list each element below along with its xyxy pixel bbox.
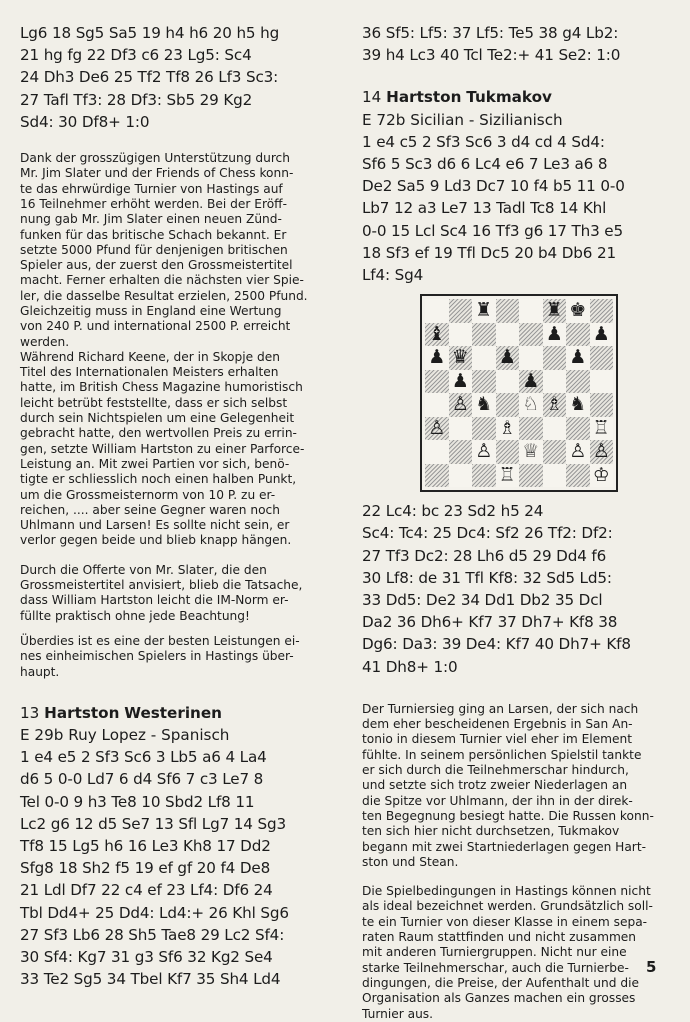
text-line: Spieler aus, der zuerst den Grossmeistertitel [20, 258, 293, 273]
text-line: ten Begegnung besiegt hatte. Die Russen konn- [362, 808, 654, 823]
game14-moves-after [362, 500, 674, 678]
text-line: ten sich hier nicht durchsetzen, Tukmakov [362, 824, 620, 839]
board-square [449, 299, 473, 323]
opening-line: E 29b Ruy Lopez - Spanisch [20, 726, 230, 745]
paragraph-achievement [20, 634, 335, 680]
piece-square: ♙ [449, 393, 473, 417]
game-number: 14 [362, 88, 382, 107]
text-line: werden. [20, 334, 70, 349]
piece-square: ♜ [543, 299, 567, 323]
text-line: Der Turniersieg ging an Larsen, der sich nach [362, 701, 639, 716]
board-square [425, 440, 449, 464]
text-line: 16 Teilnehmer erhöht werden. Bei der Eröff- [20, 196, 287, 211]
piece-square: ♞ [566, 393, 590, 417]
text-line: er sich durch die Teilnehmerschar hindurch, [362, 763, 629, 778]
piece-square: ♖ [590, 417, 614, 441]
text-line: füllte praktisch ohne jede Beachtung! [20, 608, 250, 623]
piece-square: ♟ [590, 323, 614, 347]
text-line: 24 Dh3 De6 25 Tf2 Tf8 26 Lf3 Sc3: [20, 68, 279, 87]
black-player: Tukmakov [466, 88, 552, 107]
board-square [543, 417, 567, 441]
text-line: Sc4: Tc4: 25 Dc4: Sf2 26 Tf2: Df2: [362, 524, 613, 543]
text-line: die Spitze vor Uhlmann, der ihn in der direk- [362, 793, 633, 808]
text-line: durch sein Nichtspielen um eine Gelegenheit [20, 411, 295, 426]
text-line: 27 Sf3 Lb6 28 Sh5 Tae8 29 Lc2 Sf4: [20, 925, 285, 944]
board-square [543, 370, 567, 394]
board-square [590, 299, 614, 323]
board-square [519, 299, 543, 323]
game-number: 13 [20, 703, 40, 722]
piece-square: ♗ [496, 417, 520, 441]
board-square [543, 464, 567, 488]
text-line: te das ehrwürdige Turnier von Hastings auf [20, 181, 283, 196]
text-line: Tf8 15 Lg5 h6 16 Le3 Kh8 17 Dd2 [20, 837, 271, 856]
text-line: mit anderen Turniergruppen. Nicht nur eine [362, 945, 627, 960]
text-line: Durch die Offerte von Mr. Slater, die den [20, 562, 267, 577]
piece-square: ♞ [472, 393, 496, 417]
text-line: Lf4: Sg4 [362, 266, 424, 285]
text-line: tigte er schliesslich noch einen halben Punkt, [20, 472, 297, 487]
text-line: starke Teilnehmerschar, auch die Turnierbe- [362, 960, 629, 975]
game13-continuation [362, 22, 674, 66]
text-line: 30 Lf8: de 31 Tfl Kf8: 32 Sd5 Ld5: [362, 568, 612, 587]
board-square [543, 346, 567, 370]
piece-square: ♟ [543, 323, 567, 347]
text-line: Organisation als Ganzes machen ein grosses [362, 991, 636, 1006]
board-square [566, 417, 590, 441]
paragraph-larsen [362, 702, 674, 870]
page-number: 5 [646, 958, 657, 976]
text-line: 30 Sf4: Kg7 31 g3 Sf6 32 Kg2 Se4 [20, 948, 273, 967]
text-line: Überdies ist es eine der besten Leistungen ei- [20, 633, 300, 648]
chess-diagram [420, 294, 618, 492]
board-square [496, 440, 520, 464]
text-line: Dank der grosszügigen Unterstützung durch [20, 151, 290, 166]
board-square [472, 370, 496, 394]
white-player: Hartston [44, 703, 120, 722]
text-line: dem eher bescheidenen Ergebnis in San An- [362, 717, 633, 732]
text-line: 1 e4 c5 2 Sf3 Sc6 3 d4 cd 4 Sd4: [362, 132, 605, 151]
board-square [590, 370, 614, 394]
text-line: hatte, im British Chess Magazine humoristisch [20, 380, 303, 395]
text-line: Tel 0-0 9 h3 Te8 10 Sbd2 Lf8 11 [20, 792, 255, 811]
board-square [425, 393, 449, 417]
text-line: setzte 5000 Pfund für denjenigen britischen [20, 242, 288, 257]
board-square [449, 323, 473, 347]
piece-square: ♟ [425, 346, 449, 370]
piece-square: ♜ [472, 299, 496, 323]
piece-square: ♟ [519, 370, 543, 394]
text-line: verlor gegen beide und blieb knapp hängen. [20, 533, 292, 548]
board-square [472, 464, 496, 488]
text-line: 21 Ldl Df7 22 c4 ef 23 Lf4: Df6 24 [20, 881, 273, 900]
board-square [472, 417, 496, 441]
text-line: Turnier aus. [362, 1006, 434, 1021]
paragraph-conditions [362, 884, 674, 1022]
board-square [566, 464, 590, 488]
text-line: Die Spielbedingungen in Hastings können nicht [362, 884, 651, 899]
text-line: nung gab Mr. Jim Slater einen neuen Zünd- [20, 212, 282, 227]
piece-square: ♟ [449, 370, 473, 394]
text-line: te ein Turnier von dieser Klasse in einem sepa- [362, 914, 648, 929]
text-line: Sd4: 30 Df8+ 1:0 [20, 112, 150, 131]
board-square [496, 299, 520, 323]
board-square [425, 464, 449, 488]
board-square [519, 417, 543, 441]
piece-square: ♝ [425, 323, 449, 347]
text-line: De2 Sa5 9 Ld3 Dc7 10 f4 b5 11 0-0 [362, 177, 625, 196]
black-player: Westerinen [124, 703, 222, 722]
piece-square: ♚ [566, 299, 590, 323]
board-square [566, 323, 590, 347]
board-square [472, 346, 496, 370]
paragraph-slater [20, 151, 335, 549]
paragraph-offer [20, 563, 335, 624]
text-line: 22 Lc4: bc 23 Sd2 h5 24 [362, 502, 544, 521]
board-square [590, 346, 614, 370]
board-square [566, 370, 590, 394]
white-player: Hartston [386, 88, 462, 107]
board-square [543, 440, 567, 464]
text-line: 21 hg fg 22 Df3 c6 23 Lg5: Sc4 [20, 46, 252, 65]
board-square [425, 299, 449, 323]
board-square [496, 393, 520, 417]
text-line: Lc2 g6 12 d5 Se7 13 Sfl Lg7 14 Sg3 [20, 814, 286, 833]
board-square [449, 464, 473, 488]
piece-square: ♟ [566, 346, 590, 370]
game13-header [20, 702, 335, 746]
text-line: Grossmeistertitel anvisiert, blieb die Tatsache, [20, 578, 303, 593]
text-line: als ideal bezeichnet werden. Grundsätzlich soll- [362, 899, 653, 914]
game12-moves [20, 22, 335, 133]
text-line: Mr. Jim Slater und der Friends of Chess konn- [20, 166, 294, 181]
right-column [362, 22, 674, 1022]
text-line: leicht betrübt feststellte, dass er sich selbst [20, 395, 288, 410]
text-line: 36 Sf5: Lf5: 37 Lf5: Te5 38 g4 Lb2: [362, 24, 619, 42]
text-line: 33 Dd5: De2 34 Dd1 Db2 35 Dcl [362, 591, 603, 610]
board-square [425, 370, 449, 394]
piece-square: ♙ [590, 440, 614, 464]
game14-header [362, 86, 674, 130]
text-line: Lb7 12 a3 Le7 13 Tadl Tc8 14 Khl [362, 199, 607, 218]
text-line: 41 Dh8+ 1:0 [362, 657, 458, 676]
piece-square: ♖ [496, 464, 520, 488]
text-line: reichen, .... aber seine Gegner waren noch [20, 502, 280, 517]
piece-square: ♙ [425, 417, 449, 441]
left-column [20, 22, 335, 990]
text-line: 27 Tf3 Dc2: 28 Lh6 d5 29 Dd4 f6 [362, 546, 607, 565]
board-square [496, 323, 520, 347]
text-line: 0-0 15 Lcl Sc4 16 Tf3 g6 17 Th3 e5 [362, 221, 623, 240]
text-line: Tbl Dd4+ 25 Dd4: Ld4:+ 26 Khl Sg6 [20, 903, 289, 922]
board-square [590, 393, 614, 417]
text-line: 27 Tafl Tf3: 28 Df3: Sb5 29 Kg2 [20, 90, 253, 109]
text-line: gen, setzte William Hartston zu einer Parforce- [20, 441, 305, 456]
text-line: Dg6: Da3: 39 De4: Kf7 40 Dh7+ Kf8 [362, 635, 631, 654]
text-line: ston und Stean. [362, 854, 459, 869]
text-line: ler, die dasselbe Resultat erzielen, 2500 Pfund. [20, 288, 308, 303]
text-line: um die Grossmeisternorm von 10 P. zu er- [20, 487, 276, 502]
game14-moves [362, 131, 674, 286]
board-square [496, 370, 520, 394]
text-line: dass William Hartston leicht die IM-Norm er- [20, 593, 289, 608]
text-line: begann mit zwei Startniederlagen gegen Hart- [362, 839, 646, 854]
piece-square: ♛ [449, 346, 473, 370]
text-line: d6 5 0-0 Ld7 6 d4 Sf6 7 c3 Le7 8 [20, 770, 264, 789]
text-line: macht. Ferner erhalten die nächsten vier Spie- [20, 273, 304, 288]
text-line: dingungen, die Preise, der Aufenthalt und die [362, 975, 639, 990]
text-line: Titel des Internationalen Meisters erhalten [20, 365, 279, 380]
text-line: Während Richard Keene, der in Skopje den [20, 349, 280, 364]
text-line: und setzte sich trotz zweier Niederlagen an [362, 778, 628, 793]
text-line: Leistung an. Mit zwei Partien vor sich, benö- [20, 456, 290, 471]
piece-square: ♘ [519, 393, 543, 417]
board-square [449, 440, 473, 464]
piece-square: ♟ [496, 346, 520, 370]
text-line: Uhlmann und Larsen! Es sollte nicht sein, er [20, 518, 290, 533]
text-line: funken für das britische Schach bekannt. Er [20, 227, 287, 242]
piece-square: ♙ [472, 440, 496, 464]
opening-line: E 72b Sicilian - Sizilianisch [362, 110, 563, 129]
text-line: raten Raum stattfinden und nicht zusammen [362, 930, 637, 945]
text-line: Lg6 18 Sg5 Sa5 19 h4 h6 20 h5 hg [20, 24, 280, 42]
text-line: 33 Te2 Sg5 34 Tbel Kf7 35 Sh4 Ld4 [20, 970, 281, 989]
text-line: 1 e4 e5 2 Sf3 Sc6 3 Lb5 a6 4 La4 [20, 748, 267, 767]
game13-moves [20, 746, 335, 990]
text-line: Gleichzeitig muss in England eine Wertung [20, 303, 282, 318]
text-line: fühlte. In seinem persönlichen Spielstil tankte [362, 747, 642, 762]
text-line: tonio in diesem Turnier viel eher im Element [362, 732, 633, 747]
text-line: haupt. [20, 664, 60, 679]
board-square [472, 323, 496, 347]
piece-square: ♔ [590, 464, 614, 488]
board-square [519, 346, 543, 370]
piece-square: ♗ [543, 393, 567, 417]
text-line: gebracht hatte, den wertvollen Preis zu errin- [20, 426, 297, 441]
text-line: Da2 36 Dh6+ Kf7 37 Dh7+ Kf8 38 [362, 613, 618, 632]
piece-square: ♙ [566, 440, 590, 464]
text-line: 39 h4 Lc3 40 Tcl Te2:+ 41 Se2: 1:0 [362, 46, 621, 65]
board-square [449, 417, 473, 441]
text-line: Sf6 5 Sc3 d6 6 Lc4 e6 7 Le3 a6 8 [362, 155, 608, 174]
text-line: 18 Sf3 ef 19 Tfl Dc5 20 b4 Db6 21 [362, 243, 616, 262]
board-square [519, 323, 543, 347]
piece-square: ♕ [519, 440, 543, 464]
chess-board [425, 299, 613, 487]
text-line: von 240 P. und international 2500 P. erreicht [20, 319, 291, 334]
text-line: nes einheimischen Spielers in Hastings über- [20, 649, 294, 664]
text-line: Sfg8 18 Sh2 f5 19 ef gf 20 f4 De8 [20, 859, 271, 878]
board-square [519, 464, 543, 488]
